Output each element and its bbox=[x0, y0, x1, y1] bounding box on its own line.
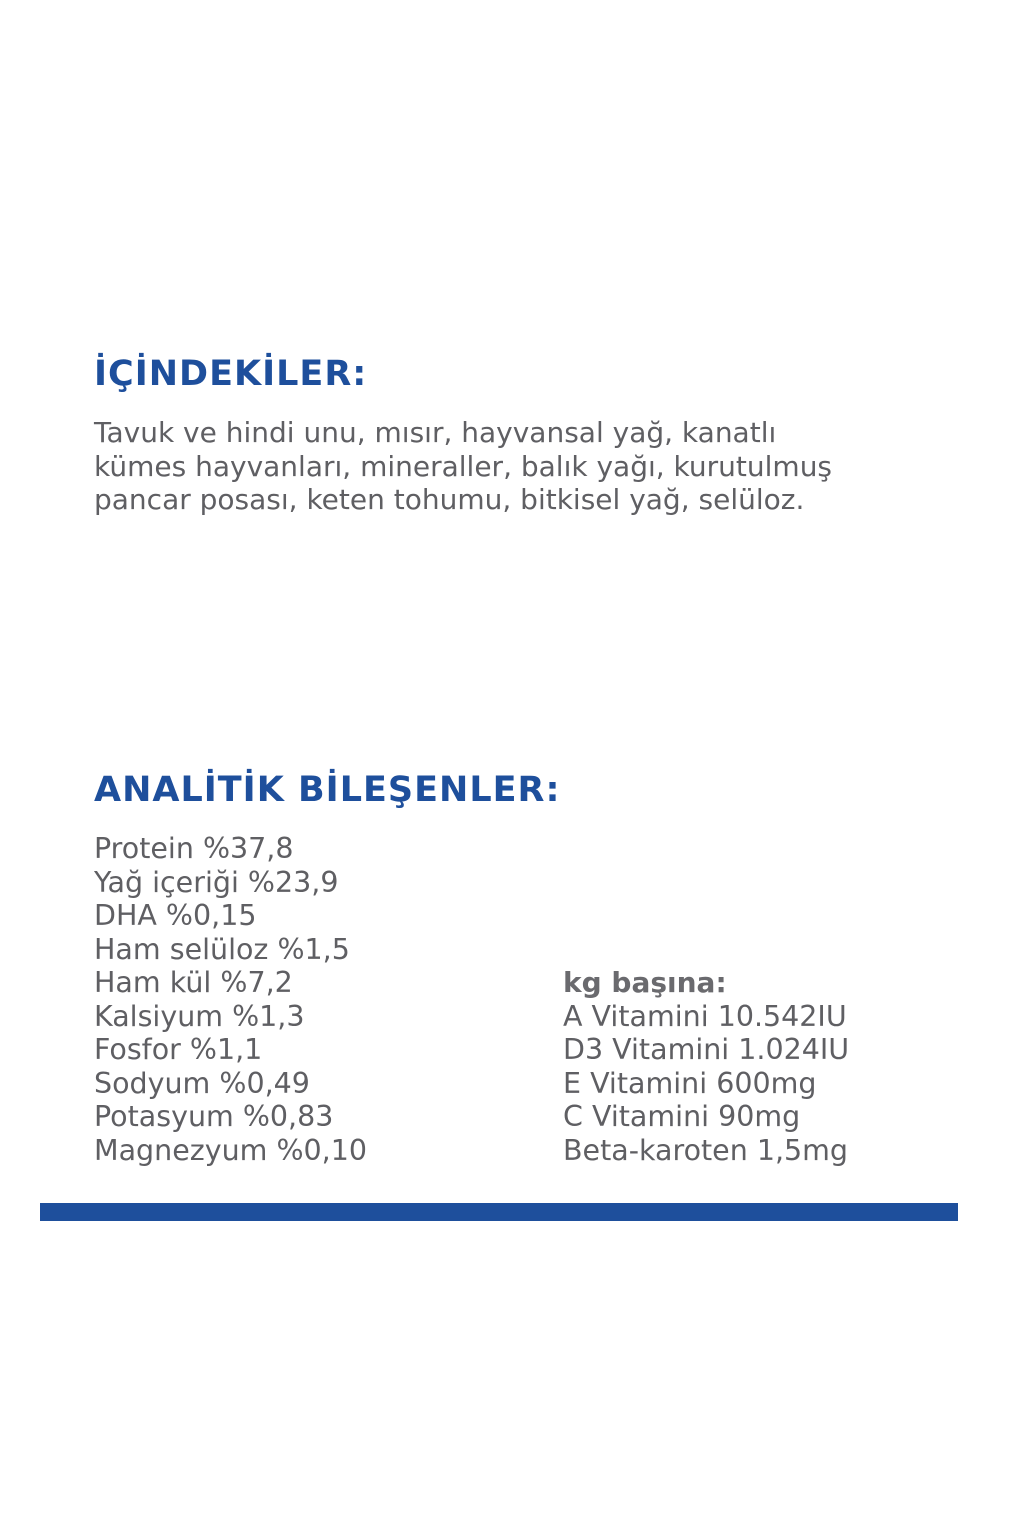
analytic-item: Ham selüloz %1,5 bbox=[94, 932, 350, 966]
bottom-divider bbox=[40, 1203, 958, 1221]
analytic-item: Magnezyum %0,10 bbox=[94, 1133, 367, 1167]
analytic-item: Protein %37,8 bbox=[94, 832, 294, 865]
analytic-item: Yağ içeriği %23,9 bbox=[94, 865, 339, 899]
ingredients-line: Tavuk ve hindi unu, mısır, hayvansal yağ, kanatlı bbox=[94, 416, 777, 449]
ingredients-text bbox=[94, 416, 924, 517]
vitamins-title: kg başına: bbox=[563, 966, 727, 999]
analytic-item: Fosfor %1,1 bbox=[94, 1033, 263, 1066]
analytic-item: Kalsiyum %1,3 bbox=[94, 999, 305, 1033]
vitamin-item: D3 Vitamini 1.024IU bbox=[563, 1033, 850, 1066]
ingredients-line: kümes hayvanları, mineraller, balık yağı, kurutulmuş bbox=[94, 449, 833, 483]
vitamin-item: Beta-karoten 1,5mg bbox=[563, 1133, 849, 1167]
analytic-components-list bbox=[94, 832, 367, 1167]
vitamins-list bbox=[563, 966, 849, 1167]
ingredients-line: pancar posası, keten tohumu, bitkisel yağ, selüloz. bbox=[94, 483, 805, 516]
vitamin-item: C Vitamini 90mg bbox=[563, 1100, 801, 1133]
analytic-item: Ham kül %7,2 bbox=[94, 966, 293, 999]
analytic-item: Potasyum %0,83 bbox=[94, 1100, 334, 1133]
ingredients-heading: İÇİNDEKİLER: bbox=[94, 354, 368, 394]
vitamin-item: E Vitamini 600mg bbox=[563, 1066, 817, 1100]
analytic-components-heading: ANALİTİK BİLEŞENLER: bbox=[94, 770, 561, 810]
analytic-item: DHA %0,15 bbox=[94, 899, 257, 932]
vitamin-item: A Vitamini 10.542IU bbox=[563, 999, 847, 1033]
analytic-item: Sodyum %0,49 bbox=[94, 1066, 310, 1100]
